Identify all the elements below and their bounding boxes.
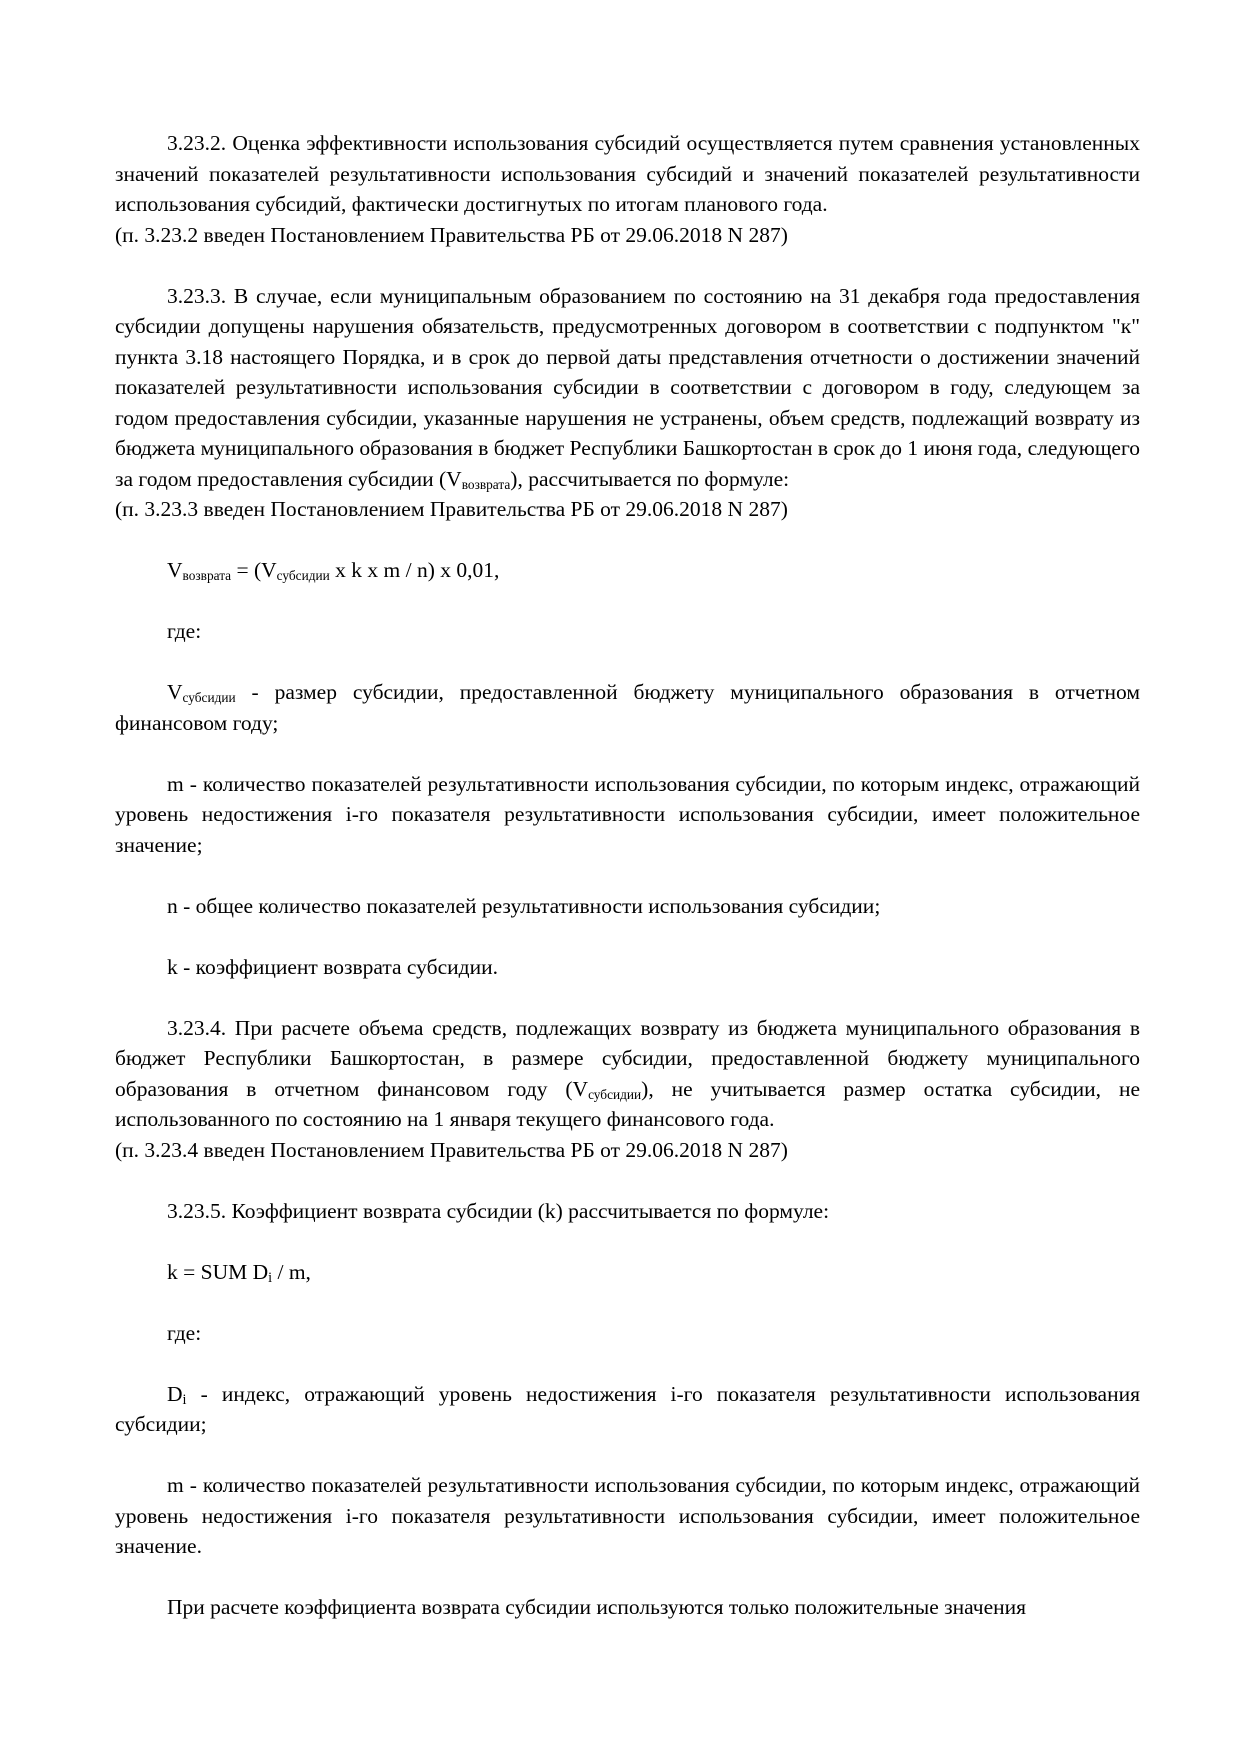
subscript-subsidii: субсидии bbox=[588, 1086, 642, 1102]
definition-v-subsidii bbox=[115, 677, 1140, 738]
subscript-vozvrata: возврата bbox=[461, 476, 511, 492]
spacer bbox=[115, 647, 1140, 678]
spacer bbox=[115, 586, 1140, 617]
definition-m-2: m - количество показателей результативности использования субсидии, по которым индекс, отражающий уровень недостижения i-го показателя результативности использования субсидии, имеет положительное значение. bbox=[115, 1473, 1140, 1558]
paragraph-3-23-2: 3.23.2. Оценка эффективности использования субсидий осуществляется путем сравнения установленных значений показателей результативности использования субсидий и значений показателей результативности использования субсидий, фактически достигнутых по итогам планового года. bbox=[115, 131, 1140, 216]
subscript-i: i bbox=[268, 1269, 273, 1286]
spacer bbox=[115, 738, 1140, 769]
subscript-i: i bbox=[182, 1391, 187, 1408]
spacer bbox=[115, 250, 1140, 281]
where-label-2: где: bbox=[167, 1320, 202, 1345]
spacer bbox=[115, 1287, 1140, 1318]
amendment-note-3-23-2: (п. 3.23.2 введен Постановлением Правительства РБ от 29.06.2018 N 287) bbox=[115, 222, 788, 247]
definition-v-text: - размер субсидии, предоставленной бюджету муниципального образования в отчетном финансовом году; bbox=[115, 680, 1140, 735]
spacer bbox=[115, 1348, 1140, 1379]
definition-m: m - количество показателей результативности использования субсидии, по которым индекс, отражающий уровень недостижения i-го показателя результативности использования субсидии, имеет положительное значение; bbox=[115, 771, 1140, 857]
formula-v-tail: x k x m / n) x 0,01, bbox=[329, 558, 500, 582]
subscript-subsidii: субсидии bbox=[182, 689, 236, 705]
paragraph-3-23-4-text-part-2: ), не учитывается размер остатка субсидии, не использованного по состоянию на 1 января текущего финансового года. bbox=[115, 1076, 1140, 1131]
spacer bbox=[115, 1562, 1140, 1593]
formula-k bbox=[115, 1257, 1140, 1288]
formula-v-lead: V bbox=[167, 558, 183, 582]
paragraph-tail: При расчете коэффициента возврата субсидии используются только положительные значения bbox=[167, 1595, 1027, 1619]
document-body bbox=[115, 128, 1140, 1623]
paragraph-3-23-3 bbox=[115, 281, 1140, 495]
formula-k-lead: k = SUM D bbox=[167, 1259, 269, 1284]
definition-k: k - коэффициент возврата субсидии. bbox=[167, 954, 498, 979]
spacer bbox=[115, 1165, 1140, 1196]
paragraph-3-23-4 bbox=[115, 1013, 1140, 1135]
formula-v-mid: = (V bbox=[231, 558, 277, 582]
formula-v-vozvrata bbox=[115, 555, 1140, 586]
amendment-note-3-23-3: (п. 3.23.3 введен Постановлением Правительства РБ от 29.06.2018 N 287) bbox=[115, 497, 788, 521]
formula-k-tail: / m, bbox=[272, 1259, 311, 1284]
spacer bbox=[115, 525, 1140, 556]
definition-v-lead: V bbox=[167, 680, 183, 704]
definition-d-text: - индекс, отражающий уровень недостижения i-го показателя результативности использования субсидии; bbox=[115, 1381, 1140, 1436]
definition-d-i bbox=[115, 1379, 1140, 1440]
amendment-note-3-23-4: (п. 3.23.4 введен Постановлением Правительства РБ от 29.06.2018 N 287) bbox=[115, 1137, 788, 1162]
spacer bbox=[115, 1440, 1140, 1471]
spacer bbox=[115, 1226, 1140, 1257]
paragraph-3-23-3-text-part-2: ), рассчитывается по формуле: bbox=[510, 466, 790, 491]
subscript-subsidii: субсидии bbox=[276, 567, 330, 583]
definition-d-lead: D bbox=[167, 1381, 183, 1406]
paragraph-3-23-5: 3.23.5. Коэффициент возврата субсидии (k) рассчитывается по формуле: bbox=[167, 1198, 830, 1223]
spacer bbox=[115, 921, 1140, 952]
paragraph-3-23-3-text-part-1: 3.23.3. В случае, если муниципальным образованием по состоянию на 31 декабря года предоставления субсидии допущены нарушения обязательств, предусмотренных договором в соответствии с подпунктом "к" пункта 3.18 настоящего Порядка, и в срок до первой даты представления отчетности о достижении значений показателей результативности использования субсидии в соответствии с договором в году, следующем за годом предоставления субсидии, указанные нарушения не устранены, объем средств, подлежащий возврату из бюджета муниципального образования в бюджет Республики Башкортостан в срок до 1 июня года, следующего за годом предоставления субсидии (V bbox=[115, 283, 1140, 491]
paragraph-3-23-4-text-part-1: 3.23.4. При расчете объема средств, подлежащих возврату из бюджета муниципального образования в бюджет Республики Башкортостан, в размере субсидии, предоставленной бюджету муниципального образования в отчетном финансовом году (V bbox=[115, 1015, 1140, 1101]
spacer bbox=[115, 860, 1140, 891]
where-label-1: где: bbox=[167, 619, 202, 643]
definition-n: n - общее количество показателей результативности использования субсидии; bbox=[167, 893, 881, 918]
subscript-vozvrata: возврата bbox=[182, 567, 232, 583]
spacer bbox=[115, 982, 1140, 1013]
